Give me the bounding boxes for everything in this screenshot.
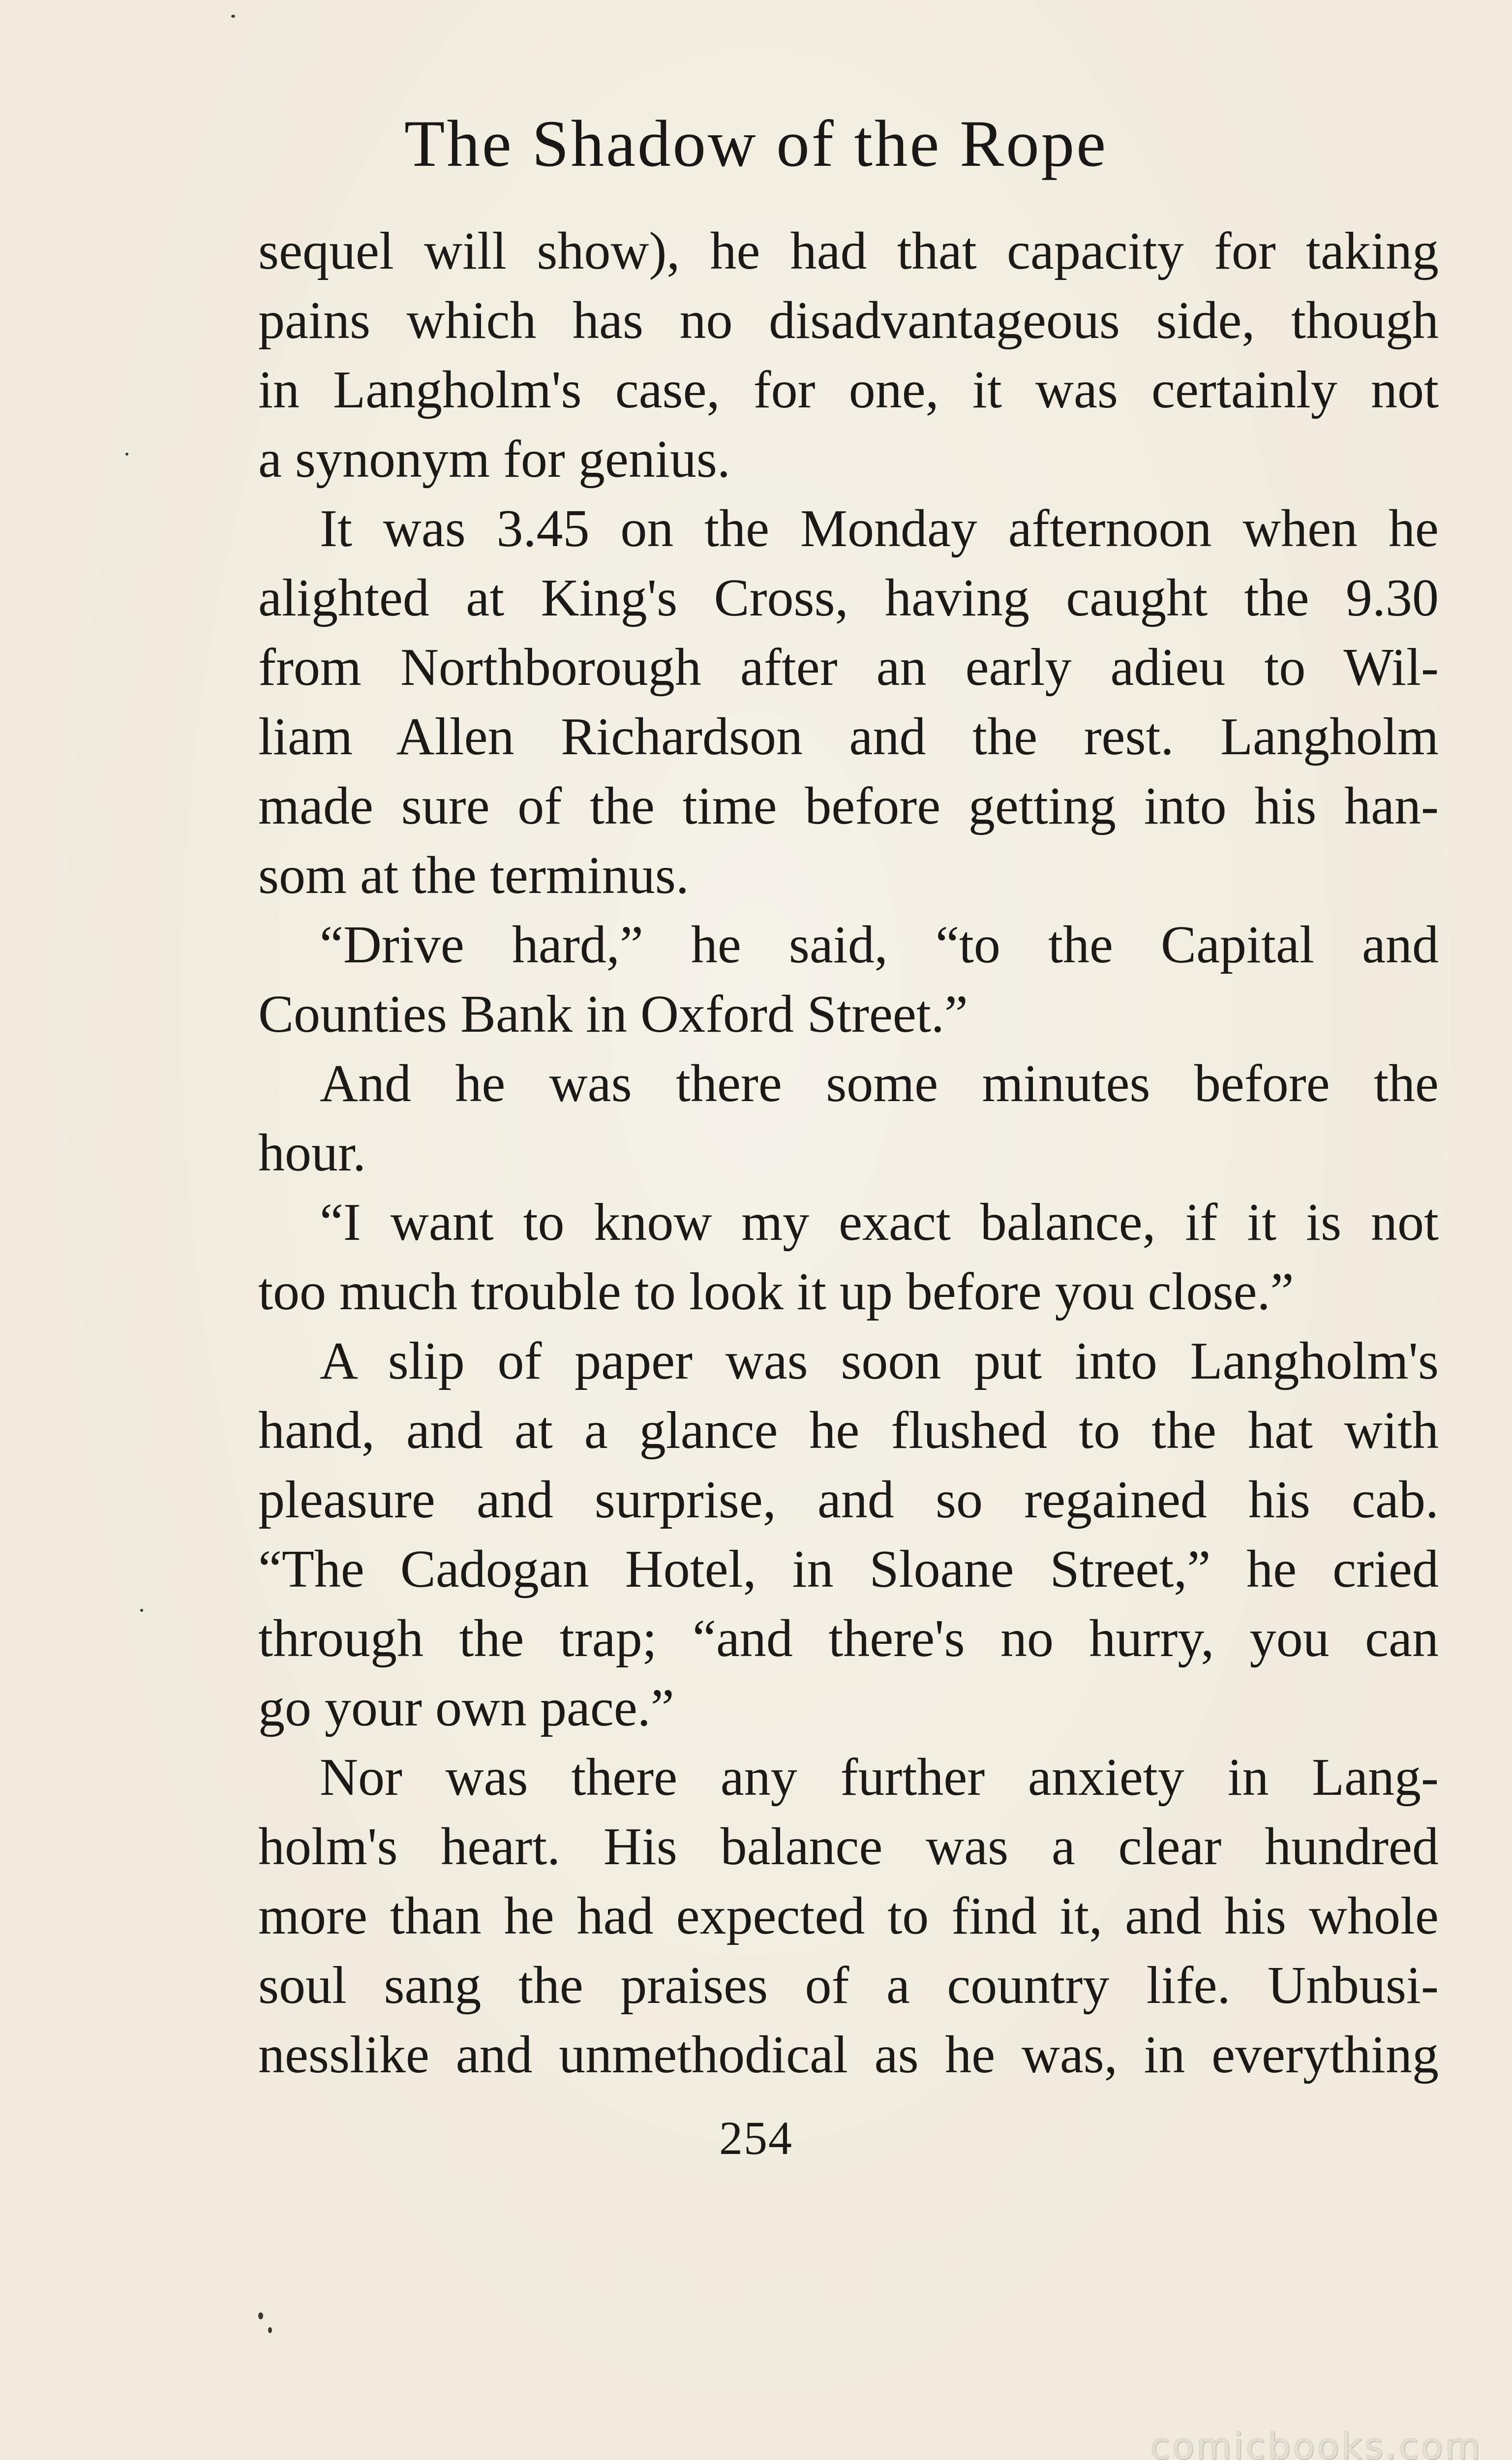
- body-text: [258, 216, 1439, 2090]
- text-line: And he was there some minutes before the: [320, 1054, 1439, 1113]
- paper-speck: [231, 15, 235, 18]
- text-line: go your own pace.”: [258, 1679, 674, 1737]
- text-line: A slip of paper was soon put into Langholm's: [320, 1332, 1439, 1390]
- text-line: too much trouble to look it up before you close.”: [258, 1262, 1294, 1321]
- watermark: comicbooks.com: [1150, 2426, 1482, 2460]
- text-line: sequel will show), he had that capacity for taking: [258, 222, 1439, 280]
- text-line: liam Allen Richardson and the rest. Langholm: [258, 707, 1439, 766]
- text-line: alighted at King's Cross, having caught the 9.30: [258, 569, 1439, 627]
- text-line: nesslike and unmethodical as he was, in everything: [258, 2026, 1439, 2084]
- text-line: Counties Bank in Oxford Street.”: [258, 985, 968, 1044]
- text-line: “The Cadogan Hotel, in Sloane Street,” he cried: [258, 1540, 1439, 1599]
- text-line: soul sang the praises of a country life. Unbusi-: [258, 1956, 1439, 2015]
- text-line: hour.: [258, 1124, 366, 1182]
- text-line: holm's heart. His balance was a clear hundred: [258, 1817, 1439, 1876]
- text-line: made sure of the time before getting into his han-: [258, 777, 1439, 835]
- paper-speck: [140, 1609, 143, 1612]
- text-line: pains which has no disadvantageous side, though: [258, 291, 1439, 350]
- text-line: Nor was there any further anxiety in Lang-: [320, 1748, 1439, 1807]
- text-line: from Northborough after an early adieu to Wil-: [258, 638, 1439, 697]
- text-line: in Langholm's case, for one, it was certainly not: [258, 361, 1439, 419]
- paper-speck: [125, 453, 128, 456]
- text-line: pleasure and surprise, and so regained his cab.: [258, 1471, 1439, 1529]
- text-line: “Drive hard,” he said, “to the Capital and: [320, 916, 1439, 974]
- text-line: “I want to know my exact balance, if it is not: [320, 1193, 1439, 1252]
- text-line: It was 3.45 on the Monday afternoon when he: [320, 499, 1439, 558]
- text-line: som at the terminus.: [258, 846, 689, 905]
- text-line: a synonym for genius.: [258, 430, 730, 489]
- text-line: more than he had expected to find it, and his whole: [258, 1887, 1439, 1945]
- running-head: The Shadow of the Rope: [404, 107, 1108, 181]
- paper-speck: [258, 2312, 263, 2319]
- text-line: through the trap; “and there's no hurry, you can: [258, 1609, 1439, 1668]
- text-line: hand, and at a glance he flushed to the hat with: [258, 1401, 1439, 1460]
- paper-speck: [268, 2327, 272, 2333]
- page-number: 254: [719, 2112, 793, 2164]
